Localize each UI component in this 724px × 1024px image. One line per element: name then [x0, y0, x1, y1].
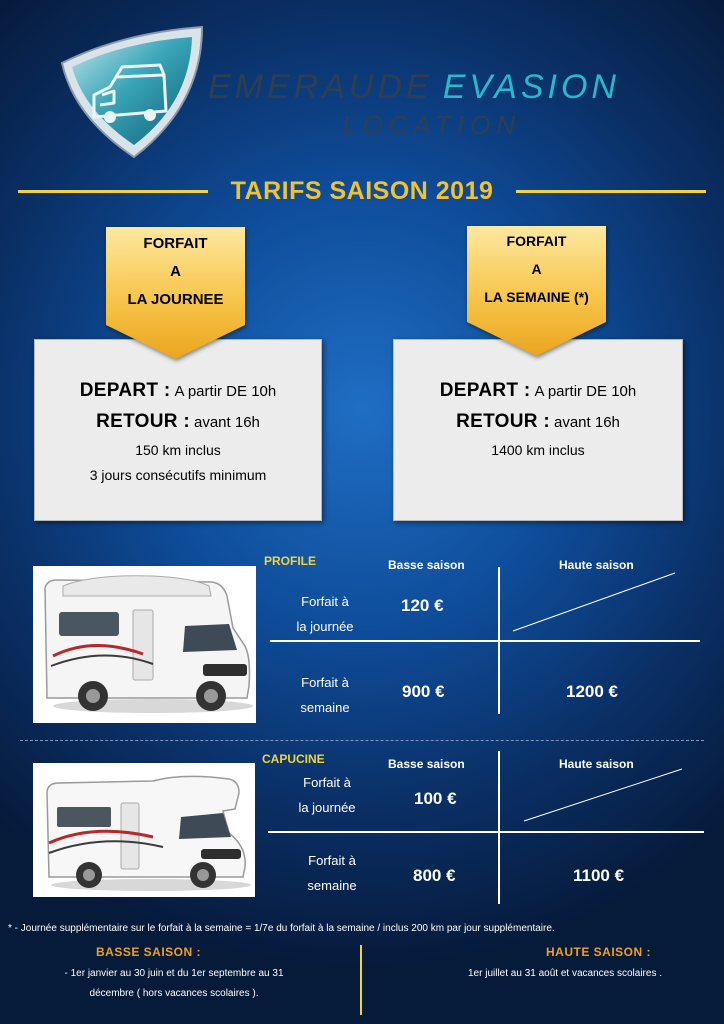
row-label-week — [277, 848, 387, 898]
column-high-season: Haute saison — [559, 757, 634, 771]
retour-label: RETOUR : — [456, 411, 550, 432]
low-season-dates — [14, 964, 334, 1004]
not-available-slash — [505, 565, 685, 640]
brand-name — [208, 68, 678, 108]
column-high-season: Haute saison — [559, 558, 634, 572]
retour-value: avant 16h — [554, 414, 620, 431]
price-week-high: 1200 € — [566, 682, 618, 701]
price-day-low: 100 € — [414, 789, 457, 808]
row-label-line: la journée — [298, 800, 356, 815]
minimum-days-note: 3 jours consécutifs minimum — [89, 467, 267, 483]
row-label-line: semaine — [300, 700, 350, 715]
low-season-title: BASSE SAISON : — [96, 945, 202, 959]
depart-value: A partir DE 10h — [534, 383, 637, 400]
brand-word-2: EVASION — [442, 68, 620, 106]
row-label-line: Forfait à — [308, 853, 356, 868]
forfait-day-box — [34, 339, 322, 521]
row-label-line: Forfait à — [301, 675, 349, 690]
retour-value: avant 16h — [194, 414, 260, 431]
brand-word-1: EMERAUDE — [208, 68, 433, 106]
footer-divider — [360, 945, 362, 1015]
price-week-low: 800 € — [413, 866, 456, 885]
model-name: PROFILE — [264, 554, 317, 568]
low-season-line: - 1er janvier au 30 juin et du 1er septembre au 31 — [64, 968, 284, 979]
high-season-dates — [420, 964, 710, 984]
pennant-line-2: A — [531, 261, 542, 277]
depart-value: A partir DE 10h — [174, 383, 277, 400]
row-label-line: Forfait à — [301, 594, 349, 609]
low-season-line: décembre ( hors vacances scolaires ). — [89, 988, 259, 999]
km-included: 1400 km inclus — [491, 442, 585, 458]
row-label-line: la journée — [296, 619, 354, 634]
section-separator — [20, 740, 704, 741]
depart-label: DEPART : — [439, 380, 531, 401]
row-label-week — [270, 670, 380, 720]
depart-label: DEPART : — [79, 380, 171, 401]
pennant-line-2: A — [170, 263, 181, 280]
camper-van-shield-icon — [52, 25, 212, 160]
retour-label: RETOUR : — [96, 411, 190, 432]
pennant-line-1: FORFAIT — [143, 235, 208, 252]
price-week-high: 1100 € — [573, 866, 625, 885]
pennant-line-1: FORFAIT — [506, 233, 567, 249]
column-low-season: Basse saison — [388, 558, 465, 572]
title-rule-right — [516, 190, 706, 193]
forfait-week-box — [393, 339, 683, 521]
price-week-low: 900 € — [402, 682, 445, 701]
page-title: TARIFS SAISON 2019 — [230, 177, 494, 205]
pennant-line-3: LA JOURNEE — [127, 291, 224, 308]
high-season-title: HAUTE SAISON : — [546, 945, 652, 959]
camper-capucine-photo-icon — [33, 763, 255, 897]
not-available-slash — [518, 763, 688, 828]
row-label-day — [272, 770, 382, 820]
row-label-day — [270, 589, 380, 639]
table-row-divider — [268, 831, 704, 833]
table-row-divider — [270, 640, 700, 642]
brand-subtitle: LOCATION — [342, 110, 521, 140]
price-day-low: 120 € — [401, 596, 444, 615]
footnote: * - Journée supplémentaire sur le forfait à la semaine = 1/7e du forfait à la semaine / inclus 200 km par jour supplémentaire. — [8, 923, 555, 934]
table-column-divider — [498, 567, 500, 714]
row-label-line: semaine — [307, 878, 357, 893]
title-rule-left — [18, 190, 208, 193]
column-low-season: Basse saison — [388, 757, 465, 771]
model-name: CAPUCINE — [262, 752, 325, 766]
forfait-day-pennant — [106, 227, 245, 359]
row-label-line: Forfait à — [303, 775, 351, 790]
high-season-line: 1er juillet au 31 août et vacances scolaires . — [468, 968, 662, 979]
table-column-divider — [498, 751, 500, 904]
pennant-line-3: LA SEMAINE (*) — [484, 289, 589, 305]
km-included: 150 km inclus — [135, 442, 221, 458]
forfait-week-pennant — [467, 226, 606, 356]
camper-profile-photo-icon — [33, 566, 256, 723]
